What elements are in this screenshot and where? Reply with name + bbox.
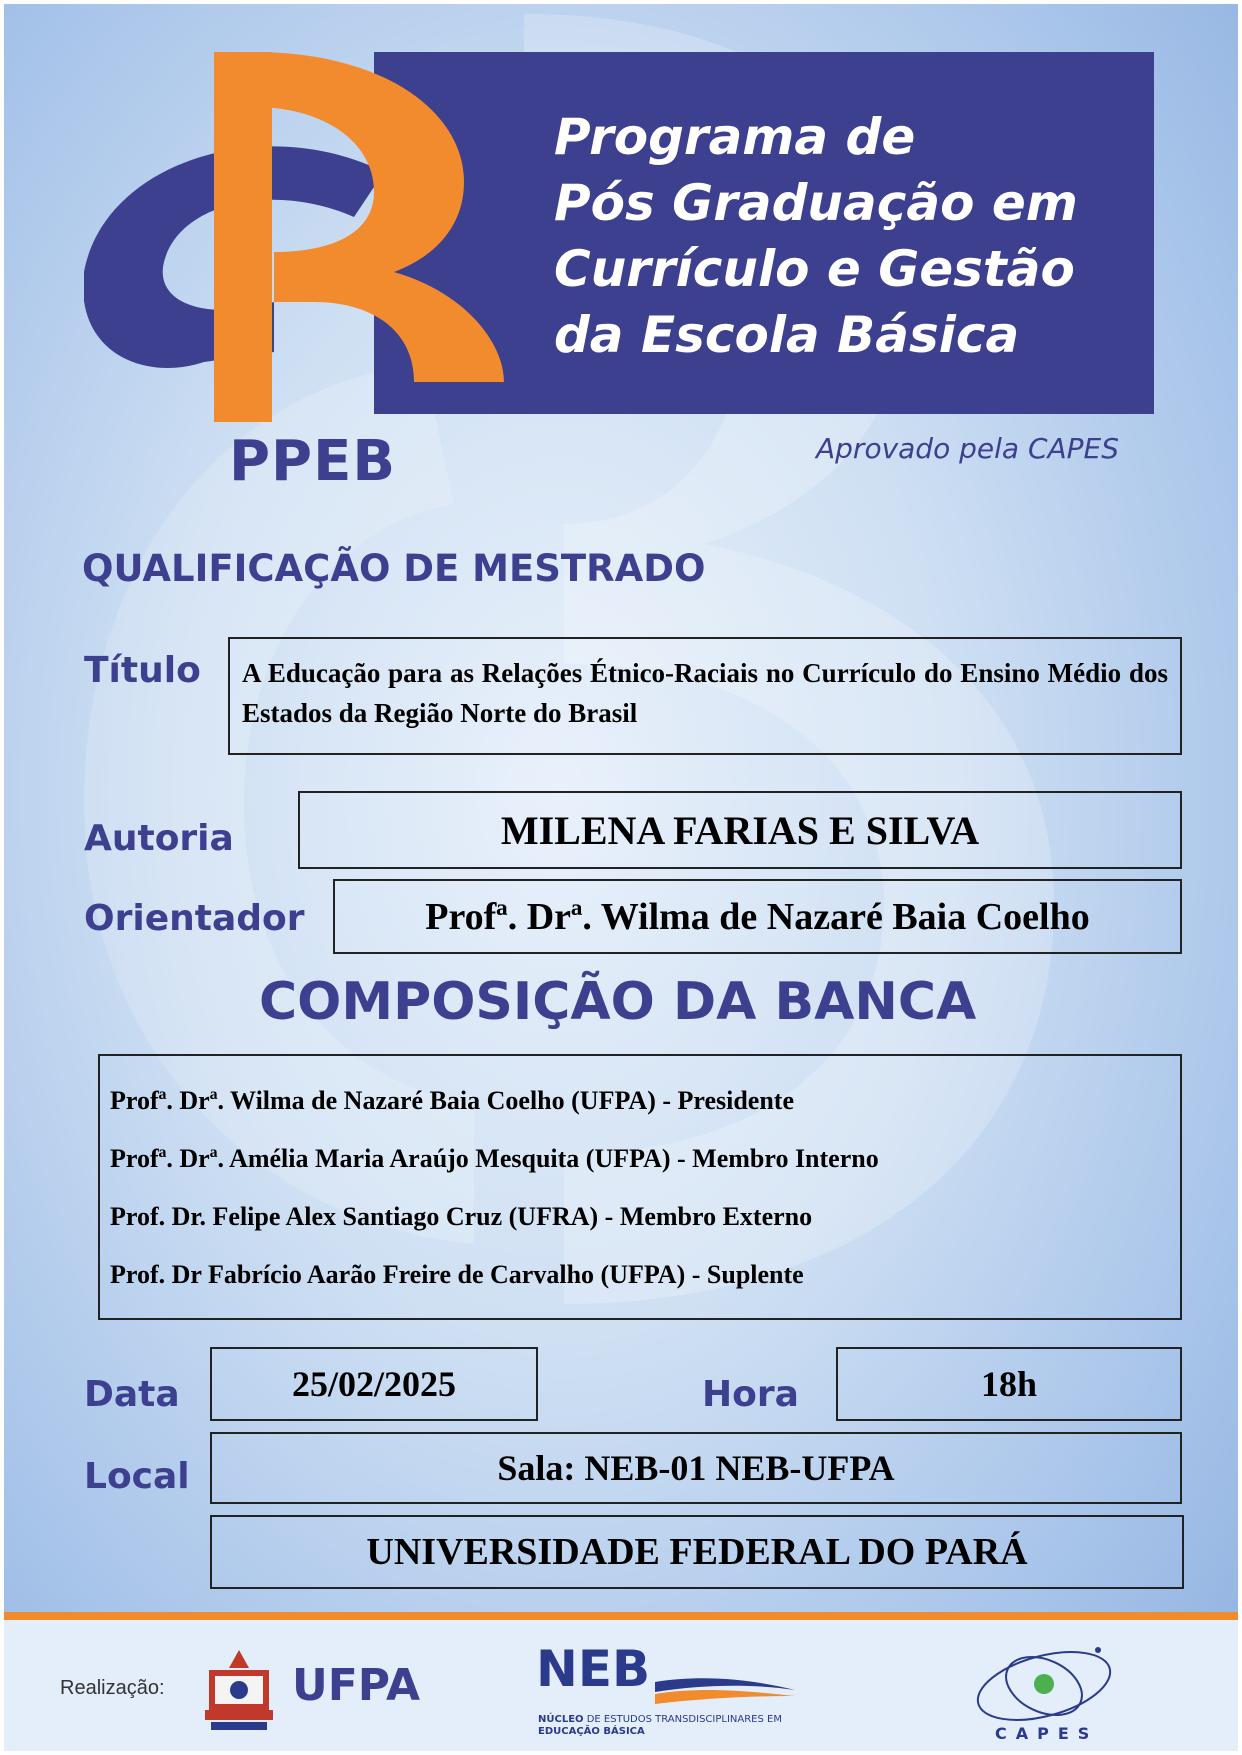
realizacao-label: Realização: (60, 1677, 165, 1699)
universidade-box (210, 1515, 1184, 1589)
program-line: da Escola Básica (554, 306, 1020, 364)
banca-member: Profª. Drª. Amélia Maria Araújo Mesquita (UFPA) - Membro Interno (110, 1144, 879, 1173)
banca-box (98, 1054, 1182, 1320)
event-type-heading: QUALIFICAÇÃO DE MESTRADO (82, 547, 706, 590)
banca-member: Prof. Dr. Felipe Alex Santiago Cruz (UFRA) - Membro Externo (110, 1202, 813, 1231)
data-box (210, 1347, 538, 1421)
data-label: Data (84, 1374, 180, 1415)
neb-subtitle-line2: EDUCAÇÃO BÁSICA (538, 1726, 645, 1737)
orientador-value: Profª. Drª. Wilma de Nazaré Baia Coelho (425, 895, 1090, 938)
titulo-value: A Educação para as Relações Étnico-Raciais no Currículo do Ensino Médio dos Estados da Região Norte do Brasil (242, 658, 1168, 728)
titulo-label: Título (84, 650, 201, 691)
local-label: Local (84, 1456, 190, 1497)
poster (4, 4, 1238, 1751)
hora-box (836, 1347, 1182, 1421)
local-value: Sala: NEB-01 NEB-UFPA (497, 1448, 895, 1488)
program-line: Currículo e Gestão (554, 240, 1075, 298)
capes-logo-text: CAPES (995, 1724, 1099, 1743)
program-line: Programa de (554, 108, 916, 166)
universidade-value: UNIVERSIDADE FEDERAL DO PARÁ (366, 1531, 1028, 1573)
ufpa-logo-text: UFPA (292, 1660, 421, 1711)
banca-member: Profª. Drª. Wilma de Nazaré Baia Coelho (UFPA) - Presidente (110, 1086, 794, 1115)
neb-subtitle-rest: DE ESTUDOS TRANSDISCIPLINARES EM (583, 1714, 782, 1725)
program-name (554, 104, 1134, 368)
autoria-value: MILENA FARIAS E SILVA (500, 807, 980, 853)
neb-subtitle (538, 1714, 838, 1738)
program-line: Pós Graduação em (554, 174, 1078, 232)
banca-list (100, 1056, 1180, 1304)
banca-member: Prof. Dr Fabrício Aarão Freire de Carvalho (UFPA) - Suplente (110, 1260, 804, 1289)
neb-subtitle-bold: NÚCLEO (538, 1714, 584, 1725)
hora-label: Hora (702, 1374, 799, 1415)
ufpa-crest-icon (205, 1648, 273, 1734)
autoria-label: Autoria (84, 818, 234, 859)
autoria-box (298, 791, 1182, 869)
orientador-box (333, 879, 1182, 954)
ppeb-logo-icon (84, 52, 504, 422)
approval-note: Aprovado pela CAPES (816, 432, 1119, 465)
orientador-label: Orientador (84, 898, 305, 939)
local-box (210, 1432, 1182, 1504)
banca-heading: COMPOSIÇÃO DA BANCA (259, 972, 977, 1032)
titulo-box (228, 637, 1182, 755)
neb-swoosh-icon (655, 1670, 795, 1710)
data-value: 25/02/2025 (291, 1364, 456, 1404)
capes-logo-icon (972, 1640, 1122, 1724)
neb-logo-text: NEB (536, 1640, 651, 1698)
hora-value: 18h (980, 1364, 1038, 1404)
program-acronym: PPEB (229, 429, 397, 494)
